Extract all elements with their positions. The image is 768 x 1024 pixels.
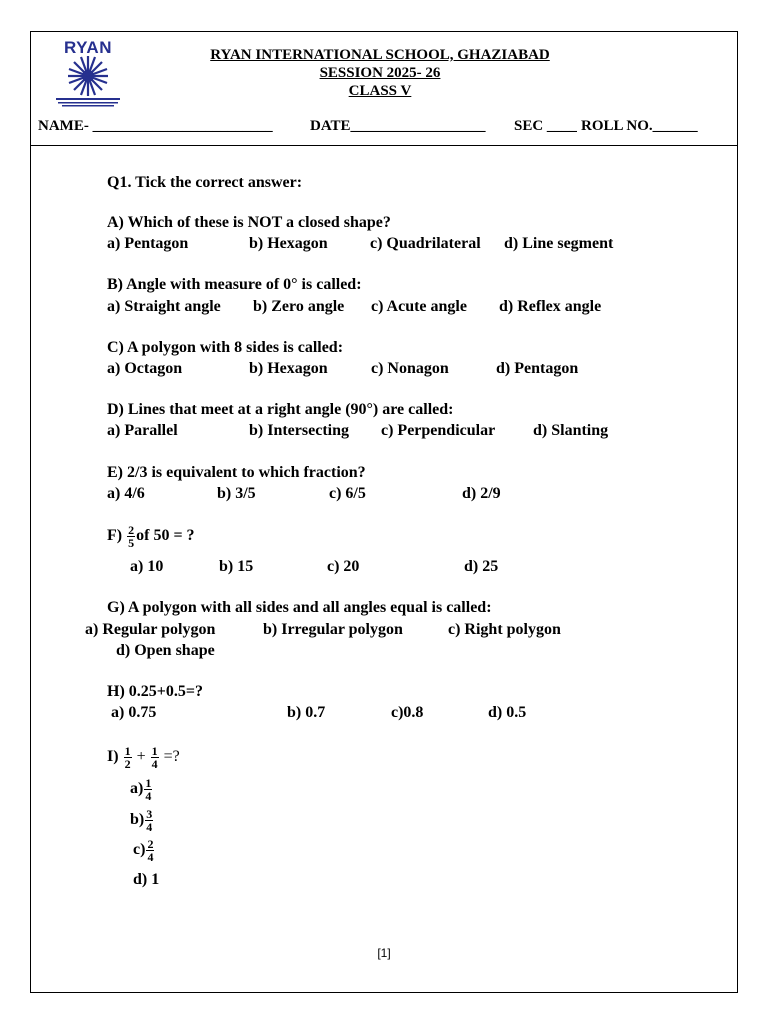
option-d-3[interactable]: c) Perpendicular — [381, 422, 496, 439]
date-field[interactable]: DATE__________________ — [310, 118, 486, 134]
option-label: c) — [133, 841, 146, 859]
option-f-2[interactable]: b) 15 — [219, 558, 254, 575]
option-g-4[interactable]: d) Open shape — [116, 642, 215, 659]
option-g-1[interactable]: a) Regular polygon — [85, 621, 216, 638]
option-i-1[interactable] — [130, 777, 153, 802]
fraction-denominator: 4 — [145, 789, 152, 803]
option-d-1[interactable]: a) Parallel — [107, 422, 178, 439]
fraction-numerator: 2 — [128, 523, 135, 537]
fraction-numerator: 1 — [151, 744, 158, 758]
question-h: H) 0.25+0.5=? — [107, 683, 204, 700]
section-field[interactable]: SEC ____ — [514, 118, 577, 134]
plus-sign: + — [136, 748, 146, 766]
option-label: b) — [130, 811, 145, 829]
option-a-3[interactable]: c) Quadrilateral — [370, 235, 481, 252]
fraction-one-quarter — [151, 745, 159, 770]
question-title: Q1. Tick the correct answer: — [107, 174, 303, 191]
equals-question: =? — [163, 748, 180, 766]
option-e-4[interactable]: d) 2/9 — [462, 485, 501, 502]
option-b-3[interactable]: c) Acute angle — [371, 298, 467, 315]
fraction-denominator: 2 — [124, 757, 131, 771]
option-e-3[interactable]: c) 6/5 — [329, 485, 366, 502]
option-e-2[interactable]: b) 3/5 — [217, 485, 256, 502]
option-label: a) — [130, 780, 144, 798]
option-i-2[interactable] — [130, 808, 154, 833]
option-d-2[interactable]: b) Intersecting — [249, 422, 349, 439]
question-f-suffix: of 50 = ? — [136, 527, 195, 545]
option-g-3[interactable]: c) Right polygon — [448, 621, 561, 638]
logo-wordmark: RYAN — [64, 38, 112, 57]
fraction-numerator: 3 — [146, 807, 153, 821]
question-b: B) Angle with measure of 0° is called: — [107, 276, 362, 293]
header-divider — [30, 145, 738, 146]
fraction-one-half — [124, 745, 132, 770]
page-number: [1] — [377, 946, 391, 960]
option-a-2[interactable]: b) Hexagon — [249, 235, 328, 252]
option-c-1[interactable]: a) Octagon — [107, 360, 183, 377]
question-a: A) Which of these is NOT a closed shape? — [107, 214, 391, 231]
roll-number-field[interactable]: ROLL NO.______ — [581, 118, 698, 134]
question-i-prefix: I) — [107, 748, 119, 766]
option-f-4[interactable]: d) 25 — [464, 558, 499, 575]
question-i — [107, 745, 180, 770]
option-i-4[interactable]: d) 1 — [133, 871, 160, 888]
question-e: E) 2/3 is equivalent to which fraction? — [107, 464, 366, 481]
fraction-numerator: 2 — [147, 837, 154, 851]
name-field[interactable]: NAME- ________________________ — [38, 118, 273, 134]
option-f-1[interactable]: a) 10 — [130, 558, 164, 575]
fraction-denominator: 4 — [147, 850, 154, 864]
question-f — [107, 524, 195, 549]
question-g: G) A polygon with all sides and all angles equal is called: — [107, 599, 492, 616]
option-g-2[interactable]: b) Irregular polygon — [263, 621, 403, 638]
option-d-4[interactable]: d) Slanting — [533, 422, 609, 439]
fraction-numerator: 1 — [145, 776, 152, 790]
fraction-denominator: 5 — [128, 536, 135, 550]
option-a-1[interactable]: a) Pentagon — [107, 235, 189, 252]
class-label: CLASS V — [348, 83, 412, 99]
option-e-1[interactable]: a) 4/6 — [107, 485, 145, 502]
option-h-1[interactable]: a) 0.75 — [111, 704, 157, 721]
question-d: D) Lines that meet at a right angle (90°) are called: — [107, 401, 454, 418]
option-fraction — [146, 838, 154, 863]
session-label: SESSION 2025- 26 — [319, 65, 441, 81]
option-fraction — [144, 777, 152, 802]
option-h-2[interactable]: b) 0.7 — [287, 704, 326, 721]
option-c-4[interactable]: d) Pentagon — [496, 360, 579, 377]
option-f-3[interactable]: c) 20 — [327, 558, 360, 575]
option-c-2[interactable]: b) Hexagon — [249, 360, 328, 377]
fraction-two-fifths — [127, 524, 135, 549]
option-c-3[interactable]: c) Nonagon — [371, 360, 449, 377]
option-h-4[interactable]: d) 0.5 — [488, 704, 527, 721]
fraction-numerator: 1 — [124, 744, 131, 758]
fraction-denominator: 4 — [146, 820, 153, 834]
option-b-2[interactable]: b) Zero angle — [253, 298, 345, 315]
option-b-4[interactable]: d) Reflex angle — [499, 298, 602, 315]
fraction-denominator: 4 — [151, 757, 158, 771]
question-c: C) A polygon with 8 sides is called: — [107, 339, 344, 356]
option-h-3[interactable]: c)0.8 — [391, 704, 424, 721]
option-fraction — [145, 808, 153, 833]
question-f-prefix: F) — [107, 527, 123, 545]
school-title: RYAN INTERNATIONAL SCHOOL, GHAZIABAD — [210, 47, 550, 63]
option-i-3[interactable] — [133, 838, 155, 863]
option-a-4[interactable]: d) Line segment — [504, 235, 614, 252]
option-b-1[interactable]: a) Straight angle — [107, 298, 221, 315]
